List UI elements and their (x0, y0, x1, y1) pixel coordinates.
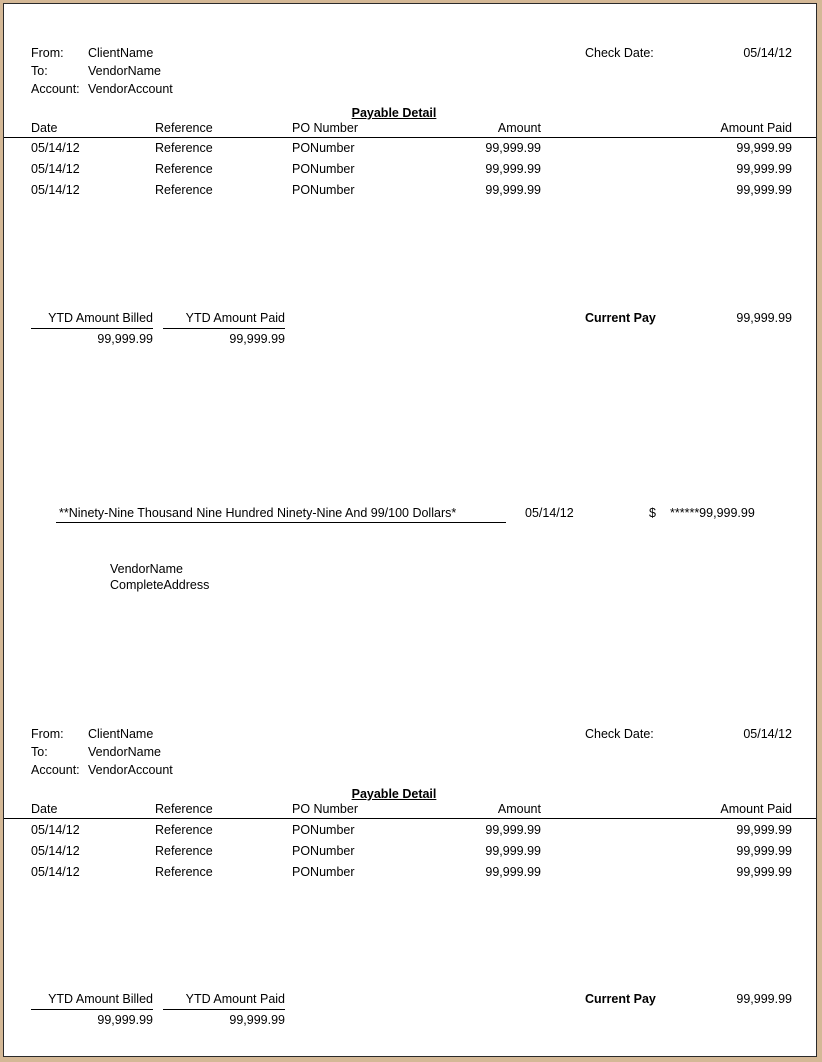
payee-name: VendorName (110, 562, 183, 576)
row-date: 05/14/12 (31, 141, 80, 155)
account-value: VendorAccount (88, 82, 173, 96)
row-reference: Reference (155, 162, 213, 176)
from-label: From: (31, 727, 64, 741)
check-date-label: Check Date: (585, 46, 654, 60)
row-amount-paid: 99,999.99 (736, 141, 792, 155)
row-amount: 99,999.99 (485, 844, 541, 858)
check-date: 05/14/12 (525, 506, 574, 520)
ytd-paid-underline (163, 1009, 285, 1010)
row-po-number: PONumber (292, 141, 355, 155)
payable-detail-title: Payable Detail (351, 787, 437, 801)
ytd-paid-value: 99,999.99 (229, 1013, 285, 1027)
row-amount: 99,999.99 (485, 183, 541, 197)
row-po-number: PONumber (292, 844, 355, 858)
column-header-amount: Amount (497, 802, 541, 816)
row-po-number: PONumber (292, 865, 355, 879)
row-reference: Reference (155, 865, 213, 879)
currency-symbol: $ (649, 506, 656, 520)
check-document-page (3, 3, 817, 1057)
row-date: 05/14/12 (31, 823, 80, 837)
from-label: From: (31, 46, 64, 60)
column-header-po-number: PO Number (292, 121, 358, 135)
ytd-paid-label: YTD Amount Paid (185, 311, 285, 325)
current-pay-label: Current Pay (585, 992, 656, 1006)
row-reference: Reference (155, 844, 213, 858)
amount-words-line (56, 522, 506, 523)
row-date: 05/14/12 (31, 162, 80, 176)
row-reference: Reference (155, 823, 213, 837)
column-header-reference: Reference (155, 121, 213, 135)
row-reference: Reference (155, 141, 213, 155)
row-date: 05/14/12 (31, 844, 80, 858)
table-header-divider (4, 818, 816, 819)
account-value: VendorAccount (88, 763, 173, 777)
row-amount: 99,999.99 (485, 141, 541, 155)
ytd-paid-value: 99,999.99 (229, 332, 285, 346)
current-pay-value: 99,999.99 (736, 992, 792, 1006)
column-header-date: Date (31, 802, 58, 816)
row-po-number: PONumber (292, 162, 355, 176)
current-pay-label: Current Pay (585, 311, 656, 325)
ytd-billed-value: 99,999.99 (97, 1013, 153, 1027)
payable-detail-title: Payable Detail (351, 106, 437, 120)
ytd-billed-value: 99,999.99 (97, 332, 153, 346)
ytd-paid-underline (163, 328, 285, 329)
row-amount-paid: 99,999.99 (736, 844, 792, 858)
check-date-label: Check Date: (585, 727, 654, 741)
column-header-amount: Amount (497, 121, 541, 135)
amount-in-words: **Ninety-Nine Thousand Nine Hundred Ninety-Nine And 99/100 Dollars* (59, 506, 457, 520)
from-value: ClientName (88, 727, 154, 741)
row-date: 05/14/12 (31, 865, 80, 879)
row-amount-paid: 99,999.99 (736, 865, 792, 879)
row-amount: 99,999.99 (485, 865, 541, 879)
check-stub-bottom (4, 685, 818, 1027)
row-date: 05/14/12 (31, 183, 80, 197)
from-value: ClientName (88, 46, 154, 60)
payee-address: CompleteAddress (110, 578, 210, 592)
row-amount-paid: 99,999.99 (736, 183, 792, 197)
row-amount-paid: 99,999.99 (736, 823, 792, 837)
to-value: VendorName (88, 64, 161, 78)
column-header-amount-paid: Amount Paid (720, 121, 792, 135)
table-header-divider (4, 137, 816, 138)
check-date-value: 05/14/12 (743, 727, 792, 741)
ytd-billed-underline (31, 1009, 153, 1010)
account-label: Account: (31, 82, 80, 96)
to-label: To: (31, 64, 48, 78)
row-reference: Reference (155, 183, 213, 197)
to-value: VendorName (88, 745, 161, 759)
to-label: To: (31, 745, 48, 759)
check-stub-top (4, 4, 818, 346)
row-amount: 99,999.99 (485, 162, 541, 176)
check-date-value: 05/14/12 (743, 46, 792, 60)
row-po-number: PONumber (292, 183, 355, 197)
ytd-paid-label: YTD Amount Paid (185, 992, 285, 1006)
row-amount-paid: 99,999.99 (736, 162, 792, 176)
account-label: Account: (31, 763, 80, 777)
check-amount: ******99,999.99 (670, 506, 755, 520)
column-header-po-number: PO Number (292, 802, 358, 816)
row-amount: 99,999.99 (485, 823, 541, 837)
column-header-reference: Reference (155, 802, 213, 816)
row-po-number: PONumber (292, 823, 355, 837)
current-pay-value: 99,999.99 (736, 311, 792, 325)
ytd-billed-label: YTD Amount Billed (48, 311, 153, 325)
column-header-date: Date (31, 121, 58, 135)
ytd-billed-label: YTD Amount Billed (48, 992, 153, 1006)
column-header-amount-paid: Amount Paid (720, 802, 792, 816)
ytd-billed-underline (31, 328, 153, 329)
